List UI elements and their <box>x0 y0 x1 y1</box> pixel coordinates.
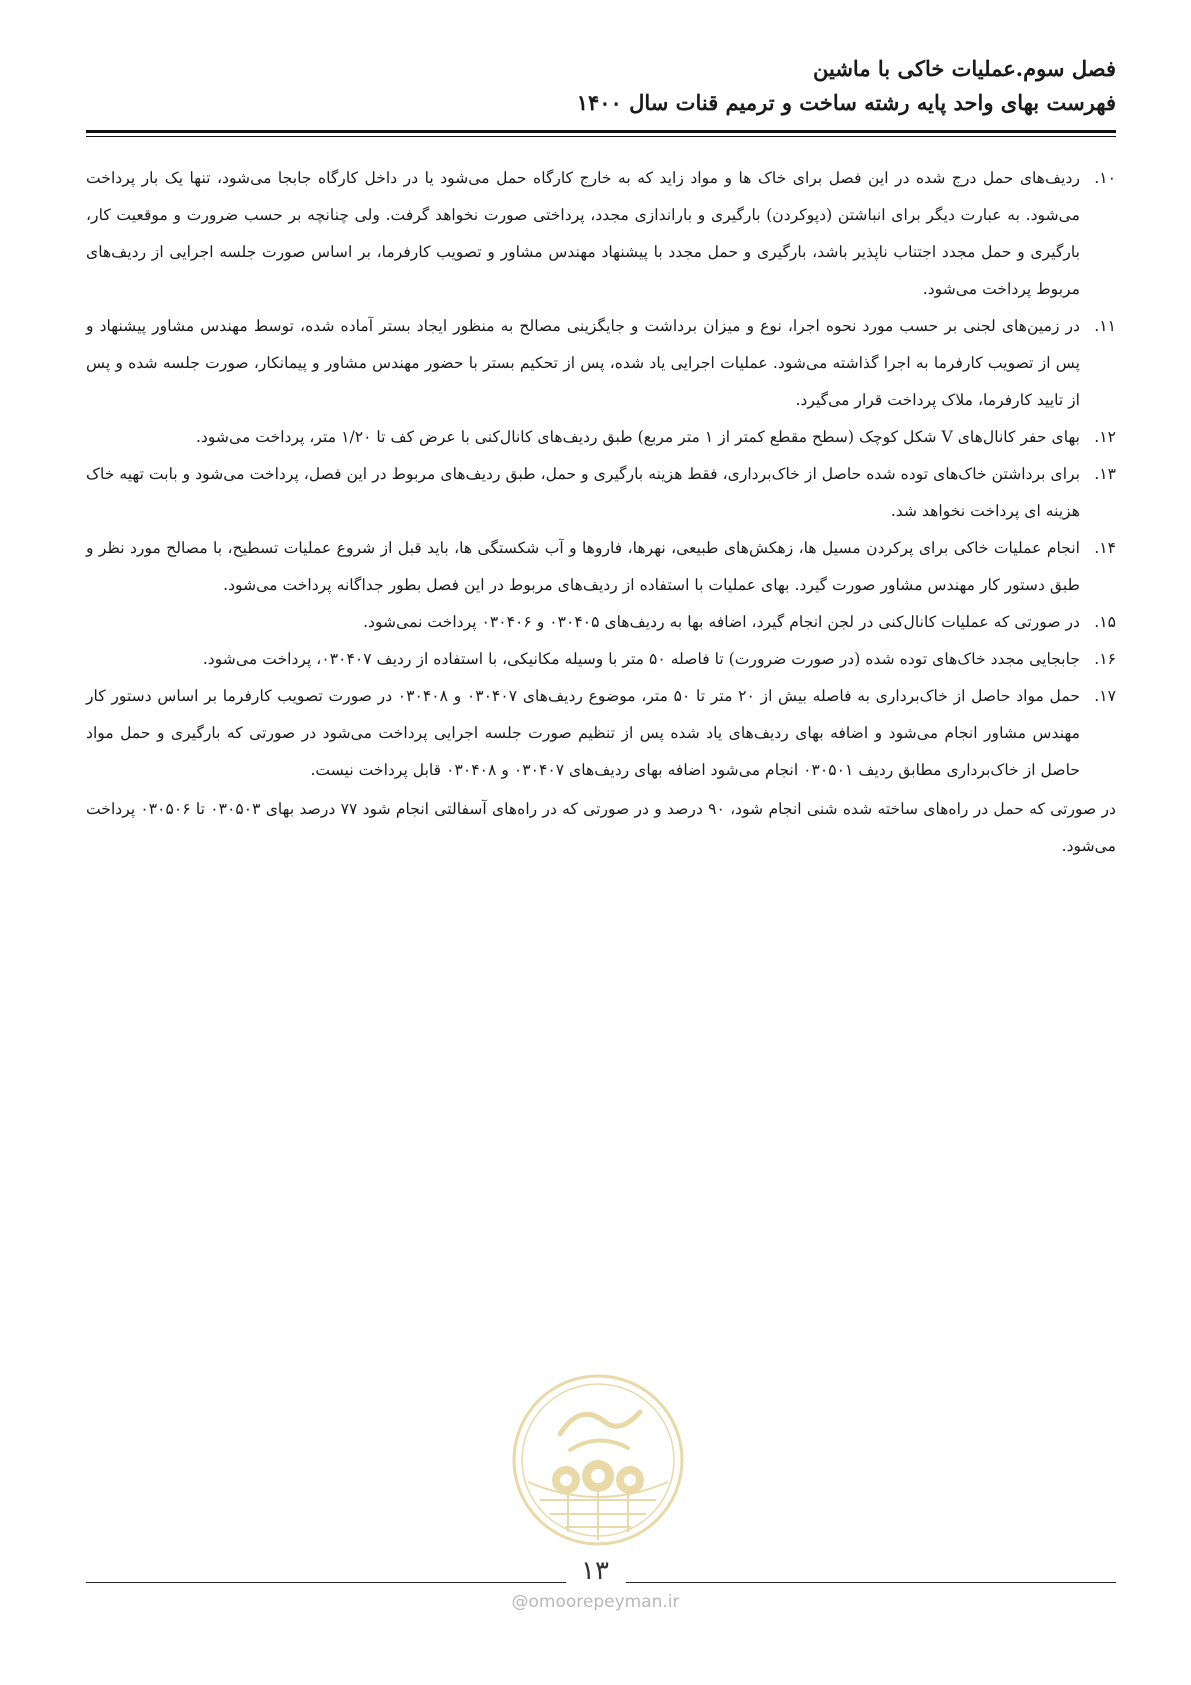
footer-rule-right <box>626 1582 1116 1583</box>
list-item <box>86 604 1116 641</box>
item-number: ۱۷. <box>1094 687 1116 705</box>
item-number: ۱۰. <box>1094 169 1116 187</box>
item-text: انجام عملیات خاکی برای پرکردن مسیل ها، زهکش‌های طبیعی، نهرها، فاروها و آب شکستگی ها، باید قبل از شروع عملیات تسطیح، با مصالح مورد نظر و طبق دستور کار مهندس مشاور صورت گیرد. بهای عملیات با استفاده از ردیف‌های مربوط در این فصل بطور جداگانه پرداخت می‌شود. <box>86 539 1080 594</box>
item-text: ردیف‌های حمل درج شده در این فصل برای خاک ها و مواد زاید که به خارج کارگاه حمل می‌شود یا در داخل کارگاه جابجا می‌شود، تنها یک بار پرداخت می‌شود. به عبارت دیگر برای انباشتن (دپوکردن) بارگیری و باراندازی مجدد، پرداختی صورت نخواهد گرفت. ولی چنانچه بر حسب ضرورت و موقعیت کار، بارگیری و حمل مجدد اجتناب ناپذیر باشد، بارگیری و حمل مجدد با پیشنهاد مهندس مشاور و تصویب کارفرما، بر اساس صورت جلسه اجرایی از ردیف‌های مربوط پرداخت می‌شود. <box>86 169 1080 298</box>
list-item <box>86 160 1116 308</box>
list-item <box>86 678 1116 789</box>
chapter-title: فصل سوم.عملیات خاکی با ماشین <box>813 56 1116 81</box>
header-rule-thin <box>86 136 1116 137</box>
item-text: برای برداشتن خاک‌های توده شده حاصل از خاک‌برداری، فقط هزینه بارگیری و حمل، طبق ردیف‌های مربوط در این فصل، پرداخت می‌شود و بابت تهیه خاک هزینه ای پرداخت نخواهد شد. <box>86 465 1080 520</box>
document-subtitle: فهرست بهای واحد پایه رشته ساخت و ترمیم قنات سال ۱۴۰۰ <box>576 90 1116 115</box>
page-number: ۱۳ <box>581 1556 609 1586</box>
website-watermark: @omoorepeyman.ir <box>511 1592 680 1612</box>
item-number: ۱۶. <box>1094 650 1116 668</box>
item-text: جابجایی مجدد خاک‌های توده شده (در صورت ضرورت) تا فاصله ۵۰ متر با وسیله مکانیکی، با استفاده از ردیف ۰۳۰۴۰۷، پرداخت می‌شود. <box>202 650 1080 668</box>
list-item <box>86 530 1116 604</box>
item-number: ۱۲. <box>1094 428 1116 446</box>
closing-note: در صورتی که حمل در راه‌های ساخته شده شنی انجام شود، ۹۰ درصد و در صورتی که در راه‌های آسفالتی انجام شود ۷۷ درصد بهای ۰۳۰۵۰۳ تا ۰۳۰۵۰۶ پرداخت می‌شود. <box>86 800 1116 855</box>
item-number: ۱۵. <box>1094 613 1116 631</box>
item-number: ۱۴. <box>1094 539 1116 557</box>
item-text: در زمین‌های لجنی بر حسب مورد نحوه اجرا، نوع و میزان برداشت و جایگزینی مصالح به منظور ایجاد بستر آماده شده، توسط مهندس مشاور پیشنهاد و پس از تصویب کارفرما به اجرا گذاشته می‌شود. عملیات اجرایی یاد شده، پس از تحکیم بستر با حضور مهندس مشاور و پیمانکار، صورت جلسه شده و پس از تایید کارفرما، ملاک پرداخت قرار می‌گیرد. <box>86 317 1080 409</box>
item-text: در صورتی که عملیات کانال‌کنی در لجن انجام گیرد، اضافه بها به ردیف‌های ۰۳۰۴۰۵ و ۰۳۰۴۰۶ پرداخت نمی‌شود. <box>363 613 1080 631</box>
item-text: حمل مواد حاصل از خاک‌برداری به فاصله بیش از ۲۰ متر تا ۵۰ متر، موضوع ردیف‌های ۰۳۰۴۰۷ و ۰۳۰۴۰۸ در صورت تصویب کارفرما بر اساس دستور کار مهندس مشاور انجام می‌شود و اضافه بهای ردیف‌های یاد شده پس از تنظیم صورت جلسه اجرایی پرداخت می‌شود در صورتی که بارگیری و حمل مواد حاصل از خاک‌برداری مطابق ردیف ۰۳۰۵۰۱ انجام می‌شود اضافه بهای ردیف‌های ۰۳۰۴۰۷ و ۰۳۰۴۰۸ قابل پرداخت نیست. <box>86 687 1080 779</box>
list-item <box>86 456 1116 530</box>
page-header <box>86 52 1116 120</box>
item-text: بهای حفر کانال‌های V شکل کوچک (سطح مقطع کمتر از ۱ متر مربع) طبق ردیف‌های کانال‌کنی با عرض کف تا ۱/۲۰ متر، پرداخت می‌شود. <box>195 428 1080 446</box>
item-number: ۱۱. <box>1094 317 1116 335</box>
omoore-peyman-logo-watermark <box>510 1372 686 1548</box>
footer-rule-left <box>86 1582 566 1583</box>
document-body <box>86 160 1116 865</box>
list-item <box>86 419 1116 456</box>
item-number: ۱۳. <box>1094 465 1116 483</box>
header-rule-thick <box>86 130 1116 133</box>
list-item <box>86 308 1116 419</box>
list-item <box>86 641 1116 678</box>
